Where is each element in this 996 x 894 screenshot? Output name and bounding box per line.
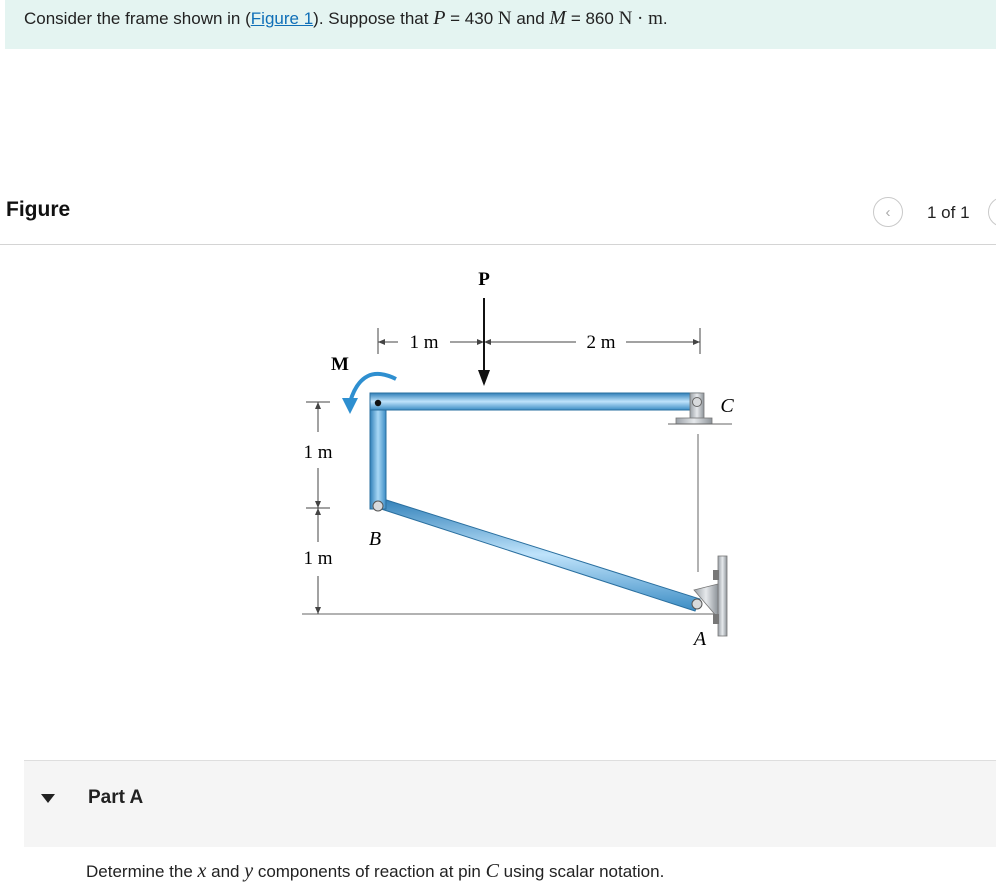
part-a-section[interactable] xyxy=(24,760,996,847)
m-value: = 860 xyxy=(566,9,619,28)
figure-counter: 1 of 1 xyxy=(927,203,970,222)
y-symbol: y xyxy=(244,860,254,882)
label-a: A xyxy=(693,628,707,650)
m-unit: N · m xyxy=(618,8,663,29)
dim-label-2m: 2 m xyxy=(586,332,616,353)
label-c: C xyxy=(720,395,734,417)
p-unit: N xyxy=(497,8,512,29)
wall-support-a xyxy=(694,556,727,636)
left-dimension xyxy=(306,402,330,614)
next-figure-button[interactable] xyxy=(988,197,996,227)
m-symbol: M xyxy=(549,7,567,29)
question-text-2: and xyxy=(206,862,245,881)
figure-link[interactable]: Figure 1 xyxy=(250,9,314,28)
x-symbol: x xyxy=(197,860,207,882)
p-symbol: P xyxy=(433,7,446,29)
previous-figure-button[interactable] xyxy=(873,197,903,227)
pin-b xyxy=(373,501,383,511)
problem-end: . xyxy=(662,9,668,28)
c-symbol: C xyxy=(485,860,499,882)
label-b: B xyxy=(368,528,382,550)
problem-text-prefix: Consider the frame shown in ( xyxy=(24,9,251,28)
dim-label-1m-lower: 1 m xyxy=(303,548,333,569)
problem-text-suffix: ). Suppose that xyxy=(313,9,434,28)
member-ab xyxy=(372,498,700,611)
part-a-label: Part A xyxy=(88,787,144,808)
question-text-4: using scalar notation. xyxy=(498,862,665,881)
member-top xyxy=(370,393,700,410)
problem-statement xyxy=(5,0,996,49)
question-text xyxy=(86,858,664,885)
question-text-1: Determine the xyxy=(86,862,198,881)
dim-label-1m-top: 1 m xyxy=(409,332,439,353)
frame-figure xyxy=(270,262,740,652)
label-p: P xyxy=(478,269,490,290)
p-value: = 430 xyxy=(445,9,498,28)
pin-a xyxy=(692,599,702,609)
and-text: and xyxy=(511,9,550,28)
chevron-left-icon: ‹ xyxy=(885,203,891,221)
caret-down-icon[interactable] xyxy=(41,794,55,803)
figure-header xyxy=(0,194,996,245)
dim-label-1m-upper: 1 m xyxy=(303,442,333,463)
joint-top-left xyxy=(375,400,381,406)
label-m: M xyxy=(331,354,349,375)
question-text-3: components of reaction at pin xyxy=(253,862,486,881)
figure-title: Figure xyxy=(6,198,71,221)
